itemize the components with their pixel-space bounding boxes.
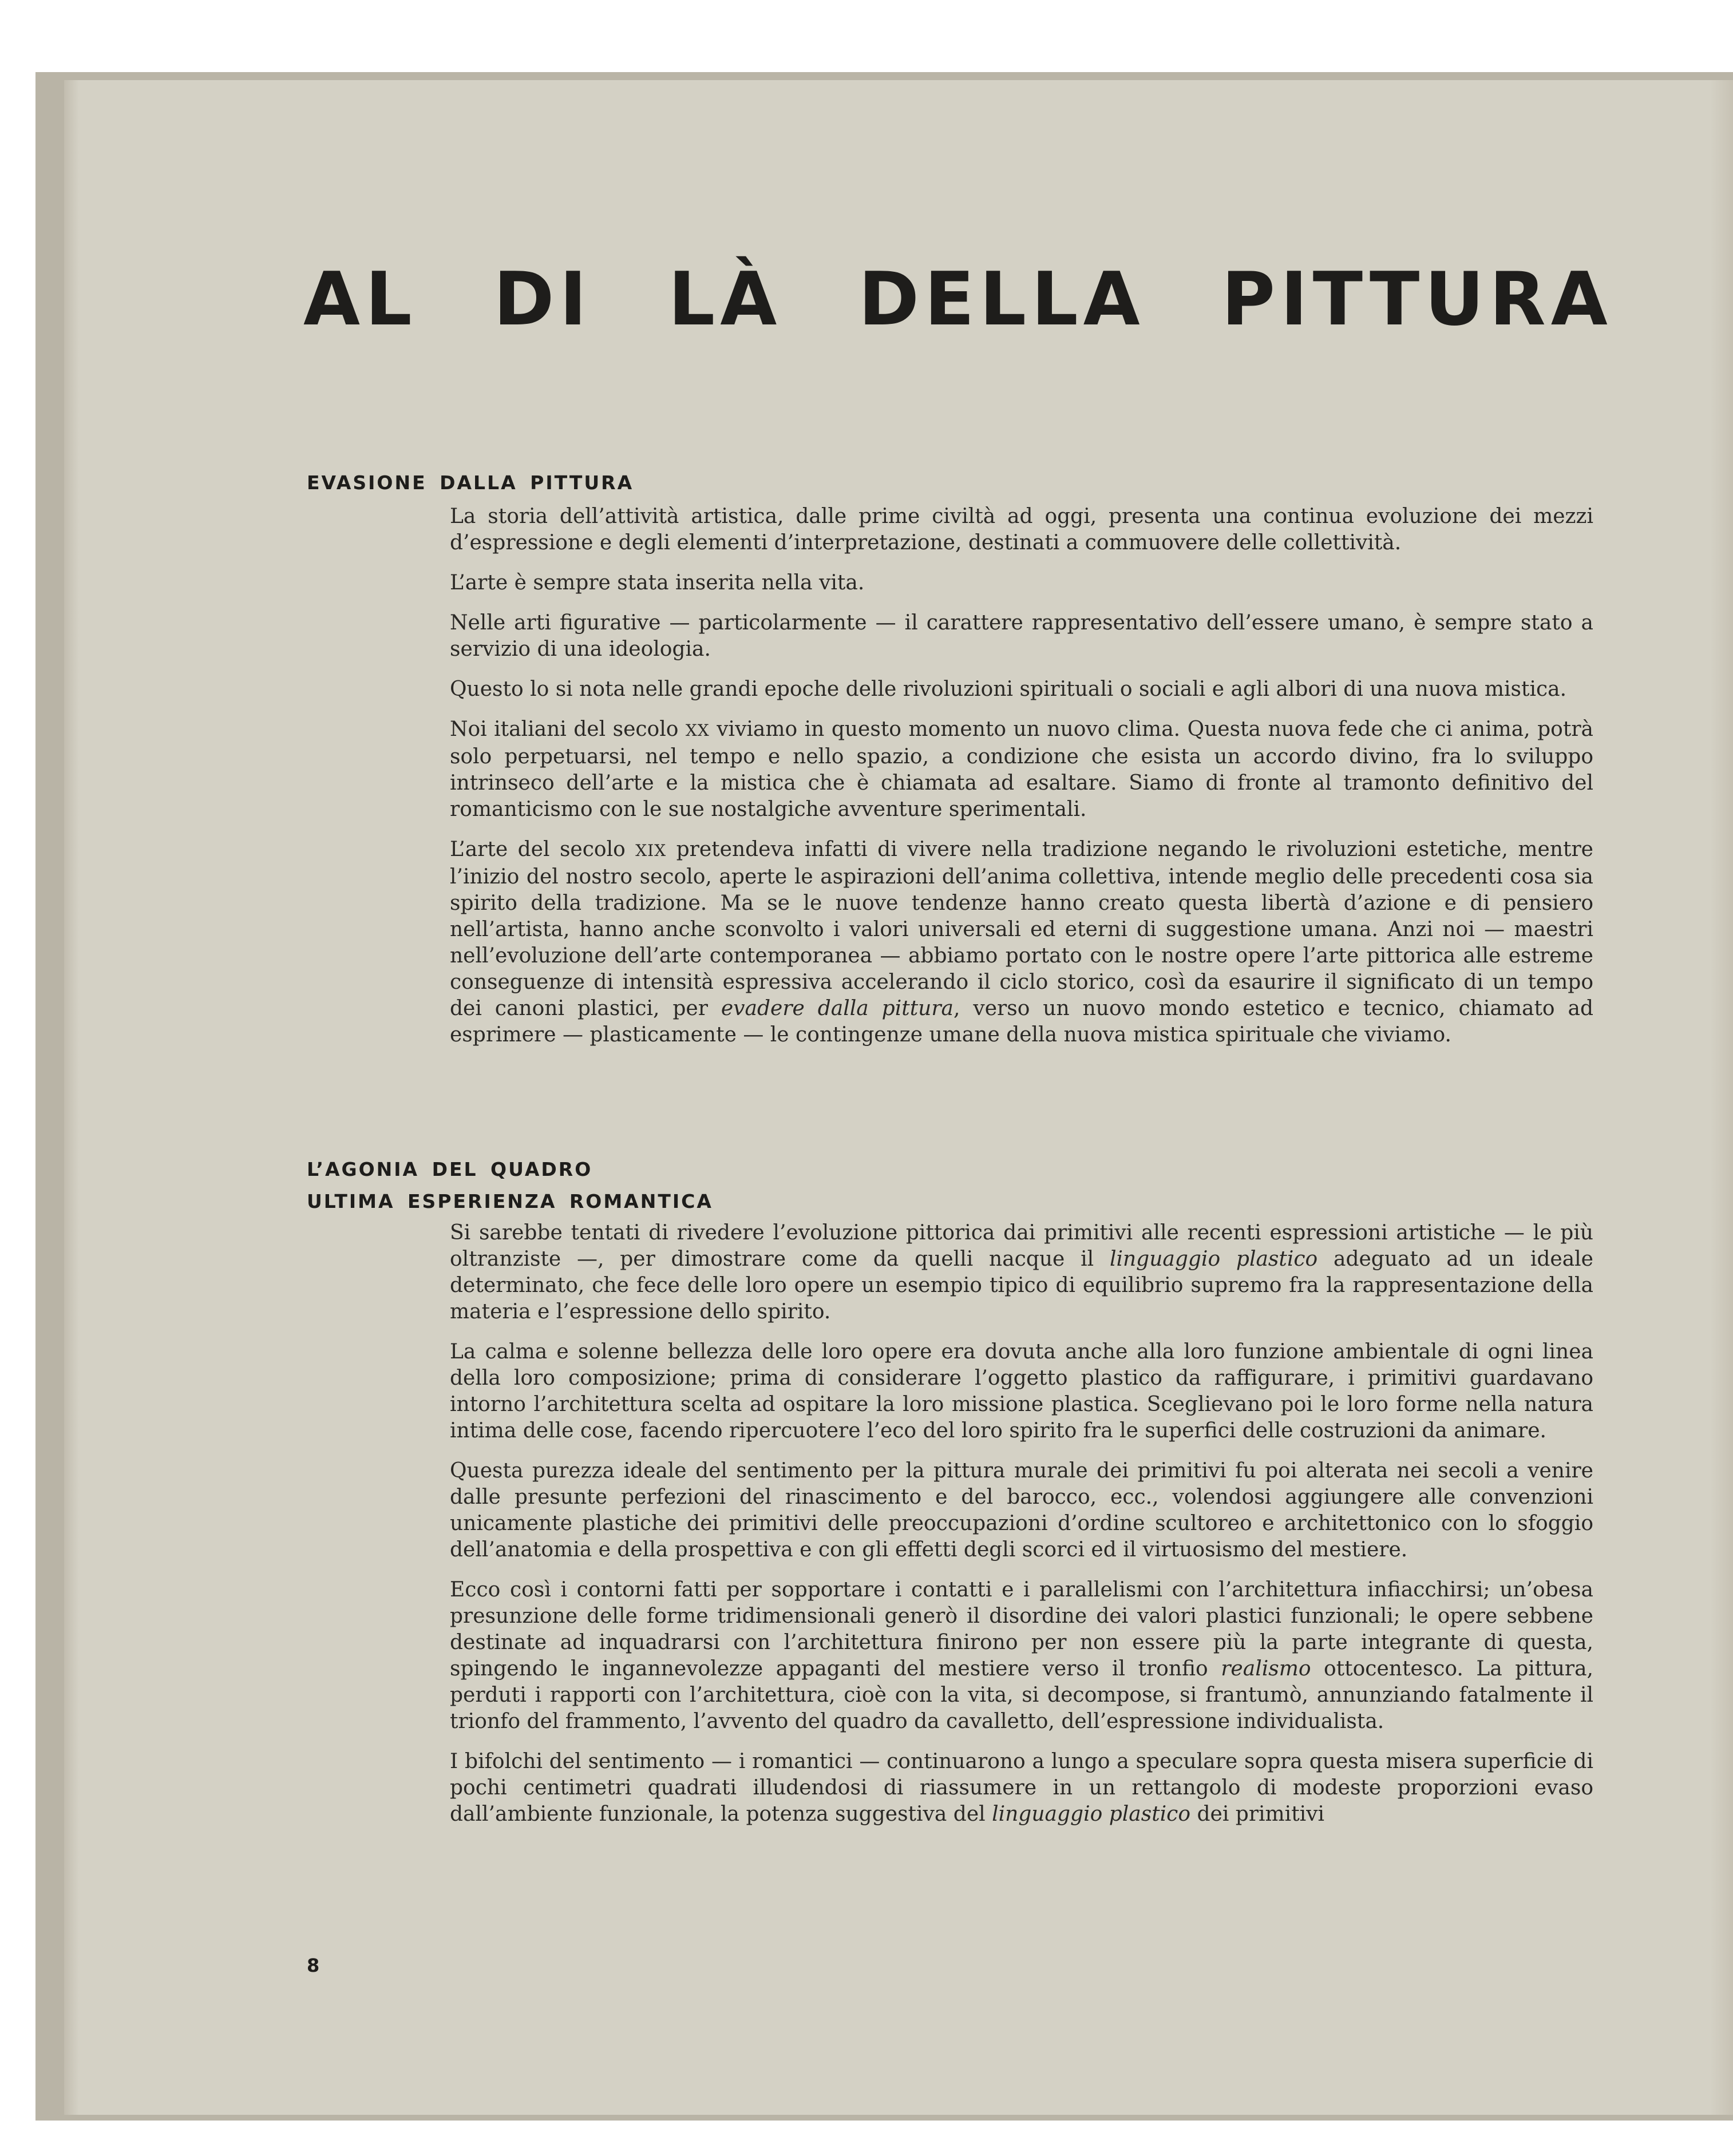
paragraph <box>450 1220 1593 1325</box>
italic-phrase: linguaggio plastico <box>992 1802 1191 1826</box>
paragraph: Questa purezza ideale del sentimento per la pittura murale dei primitivi fu poi alterata nei secoli a venire dalle presunte perfezioni del rinascimento e del barocco, ecc., volendosi aggiungere alle convenzioni unicamente plastiche dei primitivi delle preoccupazioni d’ordine scultoreo e architettonico con lo sfoggio dell’anatomia e della prospettiva e con gli effetti degli scorci ed il virtuosismo del mestiere. <box>450 1459 1593 1561</box>
section-body-agonia <box>450 1220 1593 1841</box>
article-title: AL DI LÀ DELLA PITTURA <box>303 257 1613 342</box>
paragraph: La storia dell’attività artistica, dalle prime civiltà ad oggi, presenta una continua evoluzione dei mezzi d’espressione e degli elementi d’interpretazione, destinati a commuovere delle collettività. <box>450 505 1593 554</box>
paragraph-text: Si sarebbe tentati di rivedere l’evoluzione pittorica dai primitivi alle recenti espressioni artistiche — le più oltranziste —, per dimostrare come da quelli nacque il <box>450 1221 1593 1271</box>
paragraph <box>450 837 1593 1048</box>
paragraph-text: Noi italiani del secolo <box>450 718 686 741</box>
paragraph-text: dei primitivi <box>1190 1802 1325 1826</box>
section-heading-line: ULTIMA ESPERIENZA ROMANTICA <box>307 1190 713 1212</box>
paragraph: Nelle arti figurative — particolarmente — il carattere rappresentativo dell’essere umano, è sempre stato a servizio di una ideologia. <box>450 611 1593 661</box>
paragraph-text: I bifolchi del sentimento — i romantici — continuarono a lungo a speculare sopra questa misera superficie di pochi centimetri quadrati illudendosi di riassumere in un rettangolo di modeste proporzioni evaso dall’ambiente funzionale, la potenza suggestiva del <box>450 1750 1593 1826</box>
section-heading-agonia <box>307 1154 713 1218</box>
section-heading-line: EVASIONE DALLA PITTURA <box>307 471 634 494</box>
page-right-edge <box>1710 80 1733 2115</box>
paragraph-text: adeguato ad un ideale determinato, che fece delle loro opere un esempio tipico di equilibrio supremo fra la rappresentazione della materia e l’espressione dello spirito. <box>450 1247 1593 1323</box>
page-binding-edge <box>64 80 79 2115</box>
paragraph-text: L’arte del secolo <box>450 838 636 861</box>
century-numeral: XX <box>685 721 710 740</box>
paragraph <box>450 1577 1593 1735</box>
italic-phrase: linguaggio plastico <box>1109 1247 1318 1271</box>
paragraph-text: , verso un nuovo mondo estetico e tecnico, chiamato ad esprimere — plasticamente — le contingenze umane della nuova mistica spirituale che viviamo. <box>450 997 1594 1047</box>
section-heading-line: L’AGONIA DEL QUADRO <box>307 1158 593 1180</box>
paragraph <box>450 1749 1593 1828</box>
paragraph: L’arte è sempre stata inserita nella vita. <box>450 571 865 595</box>
paragraph-text: viviamo in questo momento un nuovo clima. Questa nuova fede che ci anima, potrà solo perpetuarsi, nel tempo e nello spazio, a condizione che esista un accordo divino, fra lo sviluppo intrinseco dell’arte e la mistica che è chiamata ad esaltare. Siamo di fronte al tramonto definitivo del romanticismo con le sue nostalgiche avventure sperimentali. <box>450 718 1593 821</box>
italic-phrase: evadere dalla pittura <box>721 997 954 1020</box>
paragraph-text: pretendeva infatti di vivere nella tradizione negando le rivoluzioni estetiche, mentre l’inizio del nostro secolo, aperte le aspirazioni dell’anima collettiva, intende meglio delle precedenti cosa sia spirito della tradizione. Ma se le nuove tendenze hanno creato questa libertà d’azione e di pensiero nell’artista, hanno anche sconvolto i valori universali ed eterni di suggestione umana. Anzi noi — maestri nell’evoluzione dell’arte contemporanea — abbiamo portato con le nostre opere l’arte pittorica alle estreme conseguenze di intensità espressiva accelerando il ciclo storico, così da esaurire il significato di un tempo dei canoni plastici, per <box>450 838 1593 1020</box>
magazine-page <box>64 80 1733 2115</box>
century-numeral: XIX <box>635 841 667 860</box>
italic-phrase: realismo <box>1221 1657 1311 1681</box>
section-body-evasione <box>450 504 1593 1062</box>
paragraph <box>450 716 1593 823</box>
paragraph-text: Ecco così i contorni fatti per sopportare i contatti e i parallelismi con l’architettura infiacchirsi; un’obesa presunzione delle forme tridimensionali generò il disordine dei valori plastici funzionali; le opere sebbene destinate ad inquadrarsi con l’architettura finirono per non essere più la parte integrante di questa, spingendo le ingannevolezze appaganti del mestiere verso il tronfio <box>450 1578 1593 1681</box>
page-number: 8 <box>307 1955 320 1976</box>
paragraph-text: ottocentesco. La pittura, perduti i rapporti con l’architettura, cioè con la vita, si decompose, si frantumò, annunziando fatalmente il trionfo del frammento, l’avvento del quadro da cavalletto, dell’espressione individualista. <box>450 1657 1593 1733</box>
paragraph: Questo lo si nota nelle grandi epoche delle rivoluzioni spirituali o sociali e agli albori di una nuova mistica. <box>450 677 1567 701</box>
paragraph: La calma e solenne bellezza delle loro opere era dovuta anche alla loro funzione ambientale di ogni linea della loro composizione; prima di considerare l’oggetto plastico da raffigurare, i primitivi guardavano intorno l’architettura scelta ad ospitare la loro missione plastica. Sceglievano poi le loro forme nella natura intima delle cose, facendo ripercuotere l’eco del loro spirito fra le superfici delle costruzioni da animare. <box>450 1340 1593 1442</box>
section-heading-evasione <box>307 467 634 499</box>
